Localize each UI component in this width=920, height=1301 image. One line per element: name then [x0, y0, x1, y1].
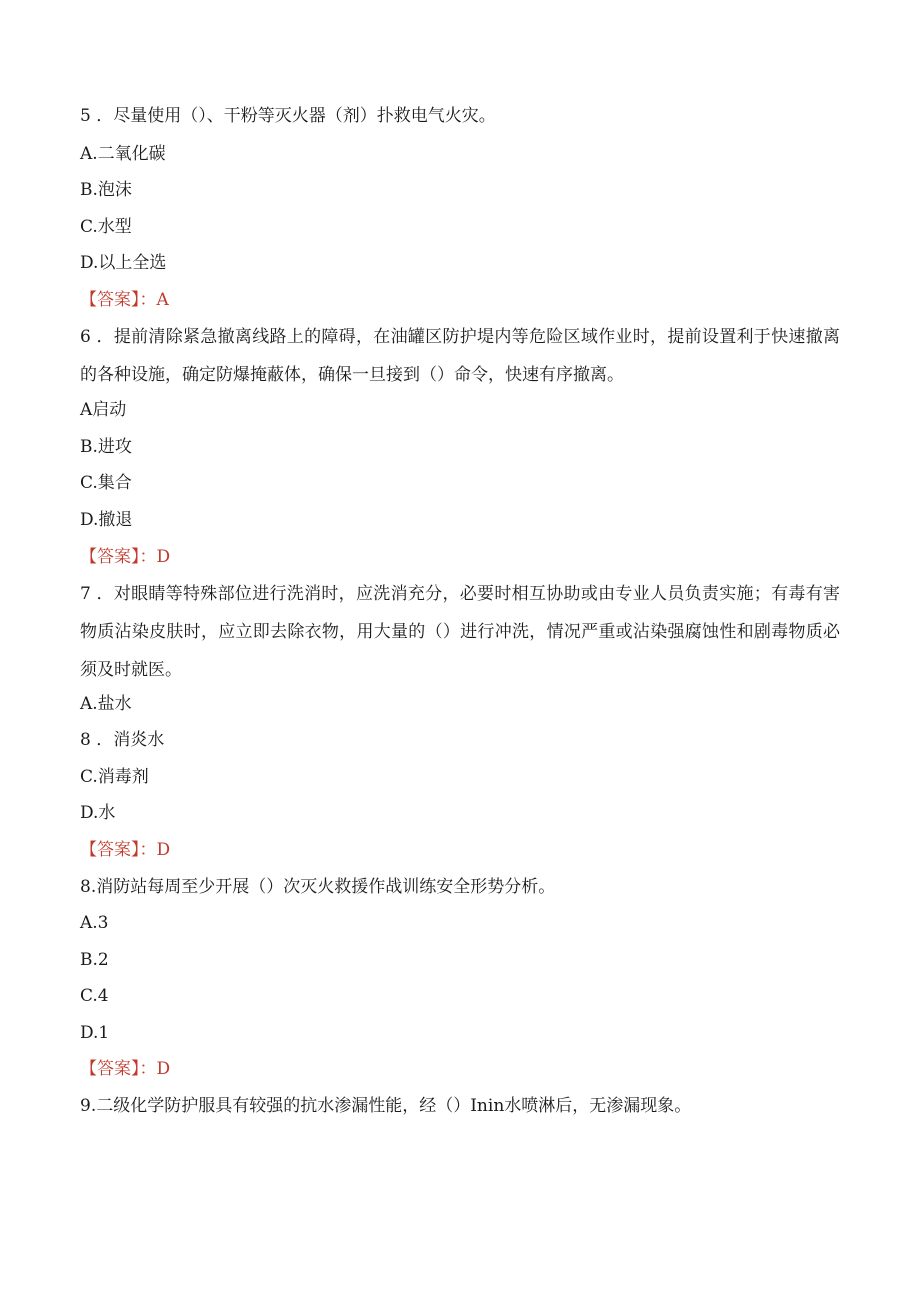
question-5-option-d: D.以上全选 — [80, 253, 167, 273]
question-7-option-c: C.消毒剂 — [80, 767, 149, 787]
question-8-option-b: B.2 — [80, 950, 109, 970]
question-5-stem: 5 ．尽量使用（）、干粉等灭火器（剂）扑救电气火灾。 — [80, 106, 496, 126]
question-5-option-b: B.泡沫 — [80, 180, 132, 200]
question-8-stem: 8.消防站每周至少开展（）次灭火救援作战训练安全形势分析。 — [80, 877, 556, 897]
question-6-answer: 【答案】：D — [80, 547, 171, 567]
question-8-option-c: C.4 — [80, 986, 109, 1006]
question-8-option-d: D.1 — [80, 1023, 110, 1043]
question-5-option-a: A.二氧化碳 — [80, 144, 166, 164]
question-6-option-c: C.集合 — [80, 473, 132, 493]
question-6-option-a: A启动 — [80, 400, 127, 420]
question-5-option-c: C.水型 — [80, 217, 132, 237]
question-8-answer: 【答案】：D — [80, 1059, 171, 1079]
question-7-stem: 7 ．对眼睛等特殊部位进行洗消时，应洗消充分，必要时相互协助或由专业人员负责实施；有毒有害物质沾染皮肤时，应立即去除衣物，用大量的（）进行冲洗，情况严重或沾染强腐蚀性和剧毒物质必须及时就医。 — [80, 584, 840, 680]
question-8-option-a: A.3 — [80, 913, 109, 933]
question-7-option-b: 8 ．消炎水 — [80, 730, 165, 750]
question-6-option-b: B.进攻 — [80, 437, 132, 457]
question-7-answer: 【答案】：D — [80, 840, 171, 860]
question-7-option-a: A.盐水 — [80, 694, 132, 714]
question-6-stem: 6 ．提前清除紧急撤离线路上的障碍，在油罐区防护堤内等危险区域作业时，提前设置利于快速撤离的各种设施，确定防爆掩蔽体，确保一旦接到（）命令，快速有序撤离。 — [80, 327, 840, 385]
question-9-stem: 9.二级化学防护服具有较强的抗水渗漏性能，经（）Inin水喷淋后，无渗漏现象。 — [80, 1096, 692, 1116]
question-5-answer: 【答案】：A — [80, 290, 169, 310]
question-7-option-d: D.水 — [80, 803, 116, 823]
question-6-option-d: D.撤退 — [80, 510, 133, 530]
